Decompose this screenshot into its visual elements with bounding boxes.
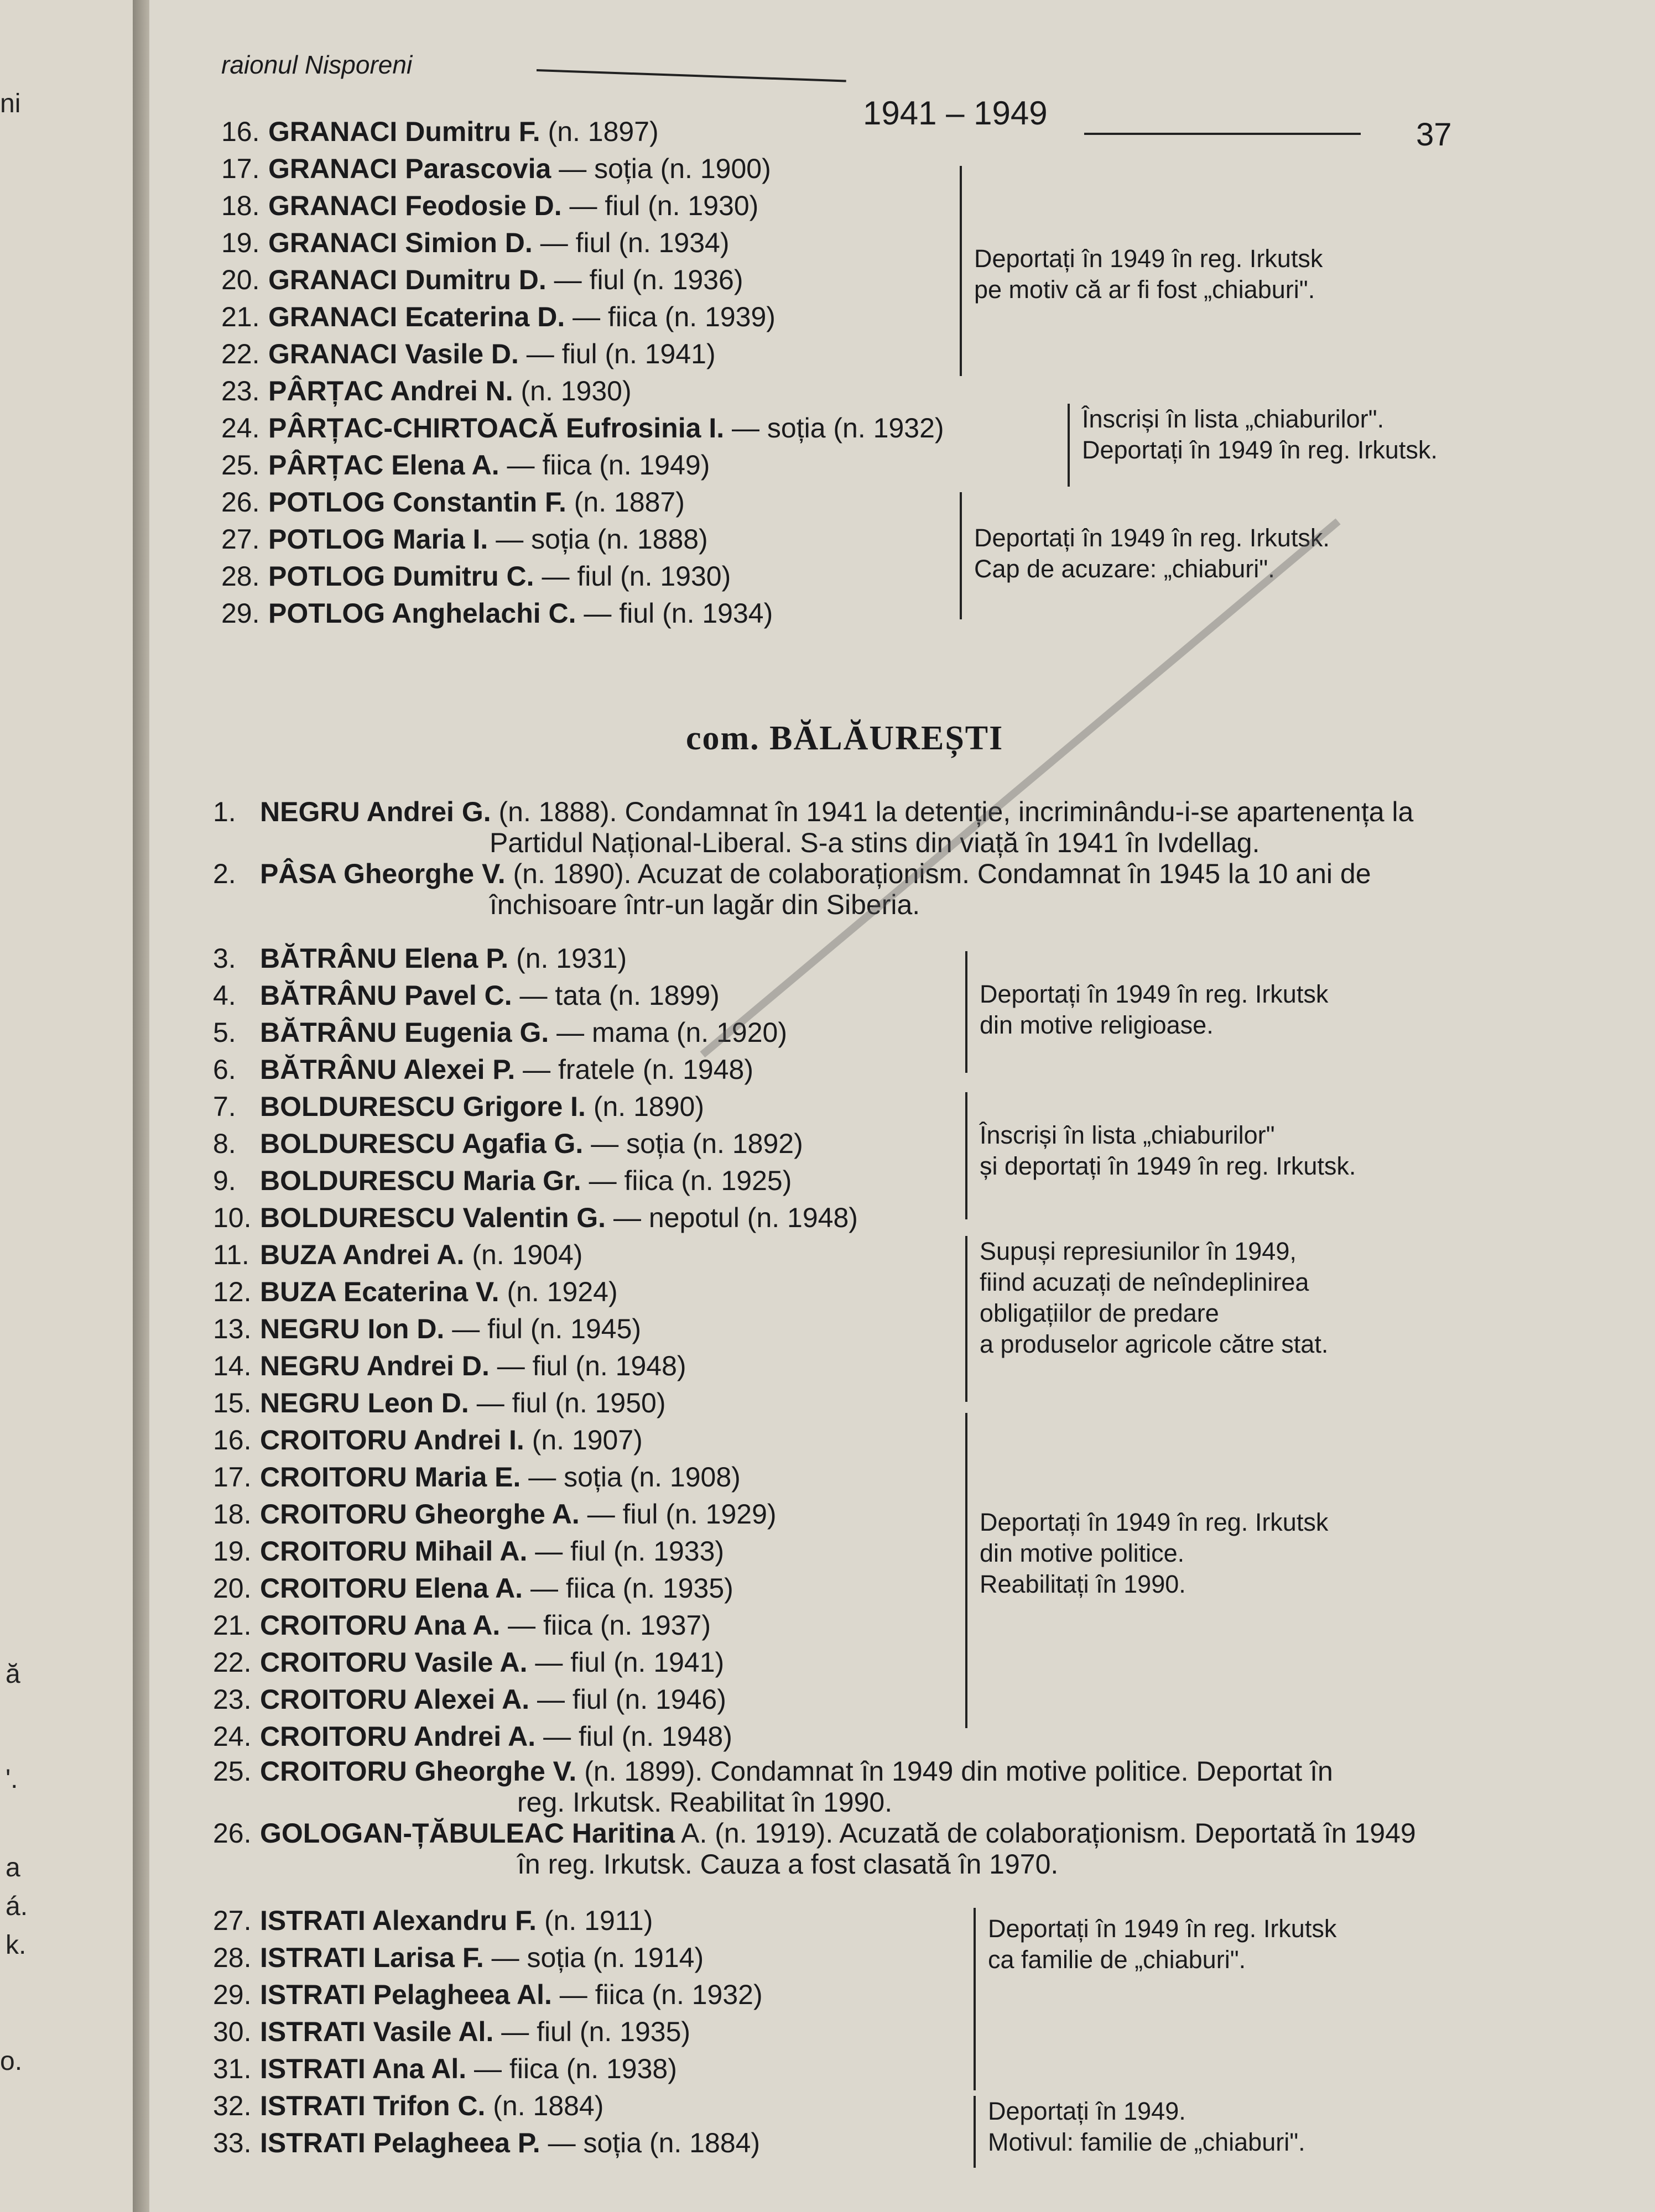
list-item: 26. POTLOG Constantin F. (n. 1887) xyxy=(221,487,685,518)
margin-text: ă xyxy=(6,1660,20,1689)
group-note: Înscriși în lista „chiaburilor" și deportați în 1949 în reg. Irkutsk. xyxy=(965,1092,1356,1219)
header-rule xyxy=(537,69,846,82)
list-item: 16. GRANACI Dumitru F. (n. 1897) xyxy=(221,116,659,147)
list-item: 27. POTLOG Maria I. — soția (n. 1888) xyxy=(221,524,708,555)
group-note: Supuși represiunilor în 1949, fiind acuzați de neîndeplinirea obligațiilor de predare a produselor agricole către stat. xyxy=(965,1236,1328,1402)
margin-text: a xyxy=(6,1853,20,1882)
paragraph-item: 26. GOLOGAN-ȚĂBULEAC Haritina A. (n. 1919). Acuzată de colaboraționism. Deportată în 1949 în reg. Irkutsk. Cauza a fost clasată în 1970. xyxy=(213,1818,1416,1880)
margin-text: o. xyxy=(0,2047,23,2076)
header-rule xyxy=(1084,133,1361,135)
list-item: 15. NEGRU Leon D. — fiul (n. 1950) xyxy=(213,1387,666,1418)
list-item: 27. ISTRATI Alexandru F. (n. 1911) xyxy=(213,1905,653,1936)
list-item: 10. BOLDURESCU Valentin G. — nepotul (n. 1948) xyxy=(213,1202,858,1233)
left-page-edge xyxy=(0,0,138,2212)
list-item: 32. ISTRATI Trifon C. (n. 1884) xyxy=(213,2090,604,2121)
list-item: 20. CROITORU Elena A. — fiica (n. 1935) xyxy=(213,1573,733,1604)
list-item: 22. GRANACI Vasile D. — fiul (n. 1941) xyxy=(221,338,716,369)
list-item: 19. CROITORU Mihail A. — fiul (n. 1933) xyxy=(213,1536,725,1567)
list-item: 14. NEGRU Andrei D. — fiul (n. 1948) xyxy=(213,1350,686,1381)
paragraph-item: 2. PÂSA Gheorghe V. (n. 1890). Acuzat de colaboraționism. Condamnat în 1945 la 10 ani de închisoare într-un lagăr din Siberia. xyxy=(213,858,1371,920)
list-item: 18. CROITORU Gheorghe A. — fiul (n. 1929) xyxy=(213,1499,777,1530)
margin-text: á. xyxy=(6,1892,28,1921)
section-title: com. BĂLĂUREȘTI xyxy=(686,719,1004,757)
paragraph-item: 1. NEGRU Andrei G. (n. 1888). Condamnat în 1941 la detenție, incriminându-i-se apartenența la Partidul Național-Liberal. S-a stins din viață în 1941 în Ivdellag. xyxy=(213,796,1414,858)
list-item: 25. PÂRȚAC Elena A. — fiica (n. 1949) xyxy=(221,450,710,481)
list-item: 24. CROITORU Andrei A. — fiul (n. 1948) xyxy=(213,1721,732,1752)
list-item: 23. PÂRȚAC Andrei N. (n. 1930) xyxy=(221,375,632,406)
group-note: Deportați în 1949. Motivul: familie de „chiaburi". xyxy=(974,2096,1305,2168)
list-item: 31. ISTRATI Ana Al. — fiica (n. 1938) xyxy=(213,2053,677,2084)
group-note: Deportați în 1949 în reg. Irkutsk pe motiv că ar fi fost „chiaburi". xyxy=(960,166,1323,376)
list-item: 20. GRANACI Dumitru D. — fiul (n. 1936) xyxy=(221,264,743,295)
list-item: 12. BUZA Ecaterina V. (n. 1924) xyxy=(213,1276,618,1307)
margin-text: k. xyxy=(6,1931,27,1960)
list-item: 30. ISTRATI Vasile Al. — fiul (n. 1935) xyxy=(213,2016,691,2047)
list-item: 24. PÂRȚAC-CHIRTOACĂ Eufrosinia I. — soția (n. 1932) xyxy=(221,413,944,444)
list-item: 6. BĂTRÂNU Alexei P. — fratele (n. 1948) xyxy=(213,1054,753,1085)
years-label: 1941 – 1949 xyxy=(863,95,1048,132)
margin-text: '. xyxy=(6,1765,18,1794)
list-item: 3. BĂTRÂNU Elena P. (n. 1931) xyxy=(213,943,627,974)
list-item: 21. GRANACI Ecaterina D. — fiica (n. 1939) xyxy=(221,301,776,332)
page-number: 37 xyxy=(1416,117,1452,153)
list-item: 9. BOLDURESCU Maria Gr. — fiica (n. 1925) xyxy=(213,1165,792,1196)
paragraph-entries-2 xyxy=(213,1756,1651,1880)
list-item: 17. GRANACI Parascovia — soția (n. 1900) xyxy=(221,153,771,184)
list-item: 22. CROITORU Vasile A. — fiul (n. 1941) xyxy=(213,1647,725,1678)
group-note: Deportați în 1949 în reg. Irkutsk din motive religioase. xyxy=(965,951,1328,1073)
list-item: 33. ISTRATI Pelagheea P. — soția (n. 1884) xyxy=(213,2127,761,2158)
group-note: Deportați în 1949 în reg. Irkutsk. Cap de acuzare: „chiaburi". xyxy=(960,492,1330,619)
list-item: 11. BUZA Andrei A. (n. 1904) xyxy=(213,1239,583,1270)
list-item: 29. POTLOG Anghelachi C. — fiul (n. 1934) xyxy=(221,598,773,629)
group-note: Înscriși în lista „chiaburilor". Deportați în 1949 în reg. Irkutsk. xyxy=(1068,404,1438,487)
list-item: 5. BĂTRÂNU Eugenia G. — mama (n. 1920) xyxy=(213,1017,787,1048)
margin-text: ni xyxy=(0,89,21,118)
list-item: 28. ISTRATI Larisa F. — soția (n. 1914) xyxy=(213,1942,704,1973)
district-label: raionul Nisporeni xyxy=(221,50,413,79)
list-item: 8. BOLDURESCU Agafia G. — soția (n. 1892) xyxy=(213,1128,803,1159)
list-item: 7. BOLDURESCU Grigore I. (n. 1890) xyxy=(213,1091,704,1122)
list-item: 4. BĂTRÂNU Pavel C. — tata (n. 1899) xyxy=(213,980,720,1011)
list-item: 16. CROITORU Andrei I. (n. 1907) xyxy=(213,1425,643,1455)
list-item: 23. CROITORU Alexei A. — fiul (n. 1946) xyxy=(213,1684,726,1715)
group-note: Deportați în 1949 în reg. Irkutsk ca familie de „chiaburi". xyxy=(974,1908,1336,2090)
list-item: 29. ISTRATI Pelagheea Al. — fiica (n. 1932) xyxy=(213,1979,763,2010)
list-item: 13. NEGRU Ion D. — fiul (n. 1945) xyxy=(213,1313,642,1344)
list-a xyxy=(213,940,858,1755)
list-b xyxy=(213,1902,763,2162)
group-note: Deportați în 1949 în reg. Irkutsk din motive politice. Reabilitați în 1990. xyxy=(965,1413,1328,1728)
list-item: 28. POTLOG Dumitru C. — fiul (n. 1930) xyxy=(221,561,731,592)
top-list xyxy=(221,113,944,632)
book-page xyxy=(149,0,1655,2212)
list-item: 18. GRANACI Feodosie D. — fiul (n. 1930) xyxy=(221,190,759,221)
list-item: 21. CROITORU Ana A. — fiica (n. 1937) xyxy=(213,1610,711,1641)
list-item: 17. CROITORU Maria E. — soția (n. 1908) xyxy=(213,1462,741,1493)
paragraph-item: 25. CROITORU Gheorghe V. (n. 1899). Condamnat în 1949 din motive politice. Deportat în reg. Irkutsk. Reabilitat în 1990. xyxy=(213,1756,1333,1818)
list-item: 19. GRANACI Simion D. — fiul (n. 1934) xyxy=(221,227,730,258)
